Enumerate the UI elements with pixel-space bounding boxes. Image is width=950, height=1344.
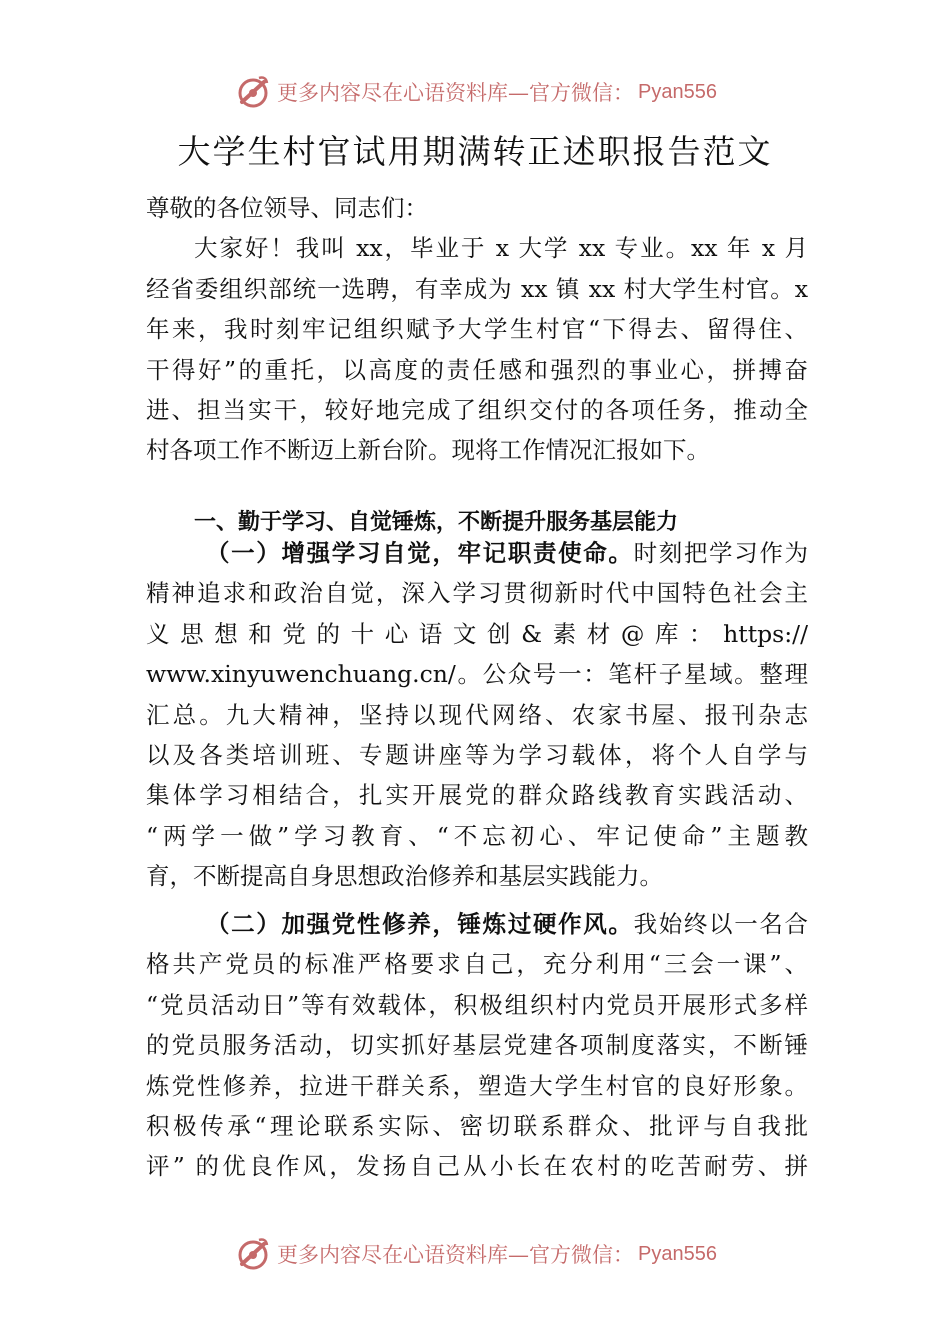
watermark-banner-top bbox=[0, 70, 950, 114]
intro-line: 村各项工作不断迈上新台阶。现将工作情况汇报如下。 bbox=[146, 436, 710, 465]
watermark-text: 更多内容尽在心语资料库—官方微信： bbox=[277, 81, 635, 105]
intro-block bbox=[146, 188, 808, 471]
paragraph-line: “党员活动日”等有效载体，积极组织村内党员开展形式多样 bbox=[146, 990, 808, 1019]
subsection-1 bbox=[146, 533, 808, 897]
subsection-heading: （二）加强党性修养，锤炼过硬作风。 bbox=[206, 910, 634, 938]
paragraph-line: www.xinyuwenchuang.cn/。公众号一：笔杆子星域。整理 bbox=[146, 660, 808, 689]
watermark-logo-icon bbox=[233, 1234, 273, 1274]
intro-line: 大家好！我叫 xx，毕业于 x 大学 xx 专业。xx 年 x 月 bbox=[194, 234, 808, 263]
watermark-wechat-id: Pyan556 bbox=[638, 80, 717, 103]
paragraph-line: 炼党性修养，拉进干群关系，塑造大学生村官的良好形象。 bbox=[146, 1071, 808, 1100]
intro-line: 年来，我时刻牢记组织赋予大学生村官“下得去、留得住、 bbox=[146, 315, 808, 344]
subsection-heading: （一）增强学习自觉，牢记职责使命。 bbox=[206, 539, 634, 567]
paragraph-line: 评” 的优良作风，发扬自己从小长在农村的吃苦耐劳、拼 bbox=[146, 1152, 808, 1181]
paragraph-line: 格共产党员的标准严格要求自己，充分利用“三会一课”、 bbox=[146, 950, 808, 979]
paragraph-line: 育，不断提高自身思想政治修养和基层实践能力。 bbox=[146, 862, 663, 891]
subsection-2 bbox=[146, 904, 808, 1187]
paragraph-line: 精神追求和政治自觉，深入学习贯彻新时代中国特色社会主 bbox=[146, 579, 808, 608]
paragraph-line: 汇总。九大精神，坚持以现代网络、农家书屋、报刊杂志 bbox=[146, 700, 808, 729]
intro-line: 经省委组织部统一选聘，有幸成为 xx 镇 xx 村大学生村官。x bbox=[146, 274, 808, 303]
paragraph-line: 以及各类培训班、专题讲座等为学习载体，将个人自学与 bbox=[146, 740, 808, 769]
subsection-text: 我始终以一名合 bbox=[633, 910, 808, 938]
subsection-first-line bbox=[146, 904, 808, 944]
paragraph-line: 义思想和党的十心语文创&素材@库：https:// bbox=[146, 619, 808, 648]
watermark-logo-icon bbox=[233, 72, 273, 112]
paragraph-line: “两学一做”学习教育、“不忘初心、牢记使命”主题教 bbox=[146, 821, 808, 850]
watermark-banner-bottom bbox=[0, 1232, 950, 1276]
watermark-text: 更多内容尽在心语资料库—官方微信： bbox=[277, 1243, 635, 1267]
paragraph-line: 积极传承“理论联系实际、密切联系群众、批评与自我批 bbox=[146, 1111, 808, 1140]
subsection-first-line bbox=[146, 533, 808, 573]
paragraph-line: 的党员服务活动，切实抓好基层党建各项制度落实，不断锤 bbox=[146, 1031, 808, 1060]
salutation: 尊敬的各位领导、同志们： bbox=[146, 194, 428, 222]
watermark-wechat-id: Pyan556 bbox=[638, 1242, 717, 1265]
subsection-text: 时刻把学习作为 bbox=[633, 539, 808, 567]
paragraph-line: 集体学习相结合，扎实开展党的群众路线教育实践活动、 bbox=[146, 781, 808, 810]
document-title: 大学生村官试用期满转正述职报告范文 bbox=[177, 132, 773, 171]
section-heading: 一、勤于学习、自觉锤炼，不断提升服务基层能力 bbox=[194, 510, 679, 535]
intro-line: 进、担当实干，较好地完成了组织交付的各项任务，推动全 bbox=[146, 395, 808, 424]
intro-line: 干得好”的重托，以高度的责任感和强烈的事业心，拼搏奋 bbox=[146, 355, 808, 384]
